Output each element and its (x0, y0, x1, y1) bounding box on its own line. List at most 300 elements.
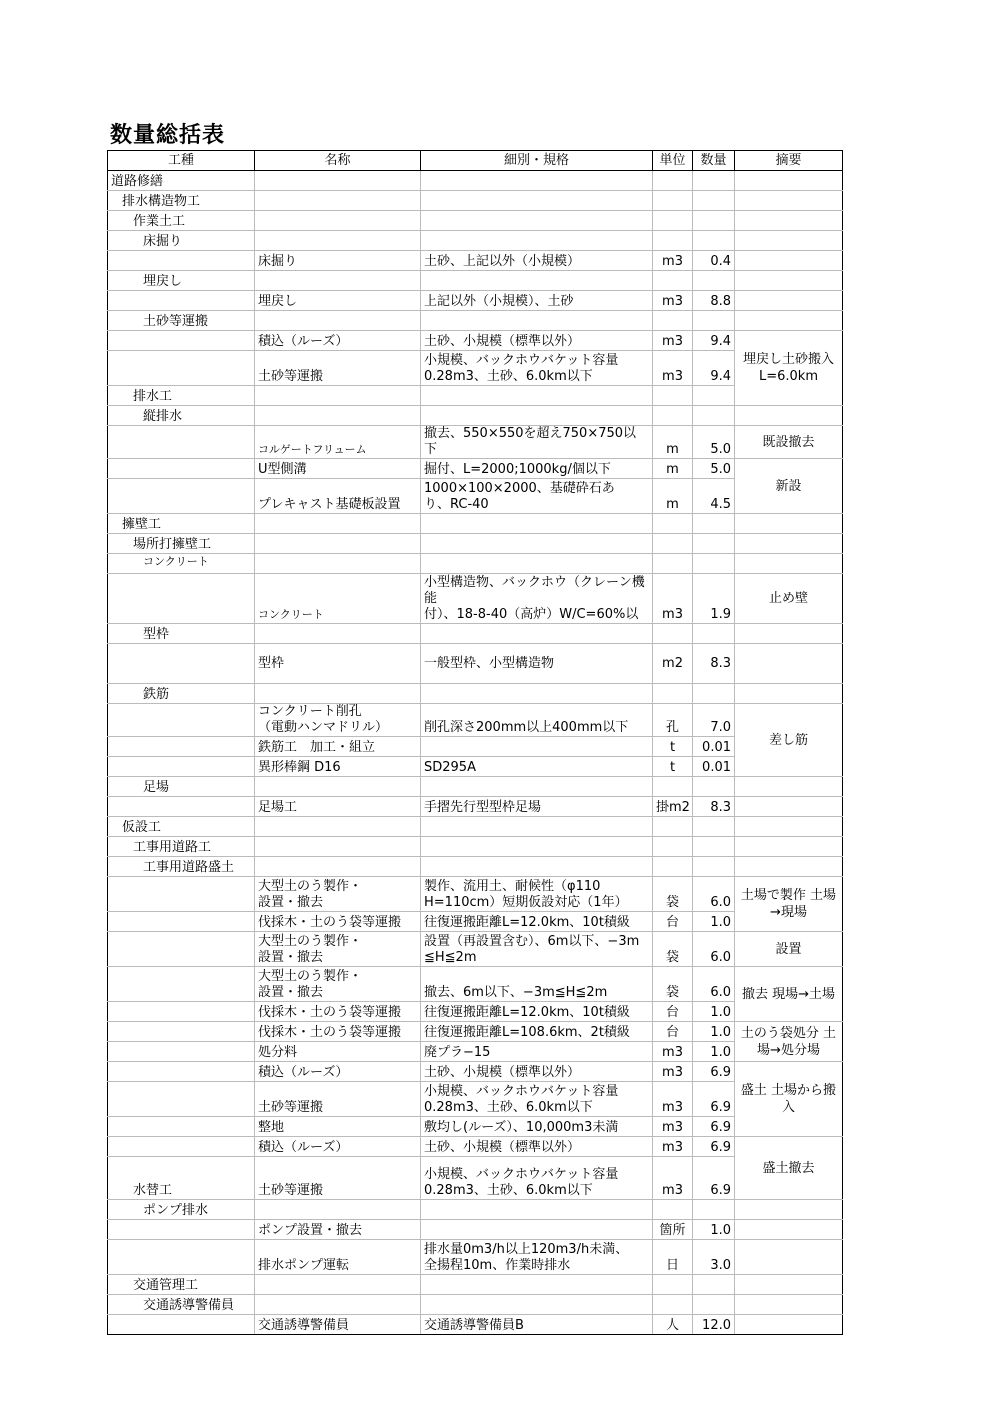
unit-cell (653, 311, 693, 331)
work-type-cell: 場所打擁壁工 (108, 534, 255, 554)
spec-cell (421, 406, 653, 426)
spec-cell (421, 837, 653, 857)
quantity-cell (693, 857, 735, 877)
remarks-cell (735, 311, 843, 331)
quantity-cell: 7.0 (693, 704, 735, 737)
spec-cell: 土砂、小規模（標準以外） (421, 1137, 653, 1157)
table-row (108, 514, 843, 534)
work-type-cell: 鉄筋 (108, 684, 255, 704)
quantity-cell: 1.0 (693, 1042, 735, 1062)
spec-cell: 撤去、6m以下、−3m≦H≦2m (421, 967, 653, 1002)
table-row (108, 1137, 843, 1157)
quantity-cell: 0.01 (693, 757, 735, 777)
spec-cell: 製作、流用土、耐候性（φ110 H=110cm）短期仮設対応（1年） (421, 877, 653, 912)
quantity-cell: 4.5 (693, 479, 735, 514)
remarks-cell (735, 1220, 843, 1240)
spec-cell (421, 311, 653, 331)
work-type-cell: 交通誘導警備員 (108, 1295, 255, 1315)
table-row (108, 644, 843, 684)
table-header-row (108, 151, 843, 171)
work-type-cell: 排水工 (108, 386, 255, 406)
spec-cell: 削孔深さ200mm以上400mm以下 (421, 704, 653, 737)
table-row (108, 1062, 843, 1082)
work-type-cell (108, 1315, 255, 1335)
spec-cell (421, 534, 653, 554)
unit-cell: m3 (653, 1062, 693, 1082)
name-cell (255, 624, 421, 644)
table-row (108, 271, 843, 291)
work-type-cell (108, 912, 255, 932)
remarks-cell: 盛土撤去 (735, 1137, 843, 1200)
work-type-cell: 土砂等運搬 (108, 311, 255, 331)
remarks-cell (735, 1275, 843, 1295)
work-type-cell: コンクリート (108, 554, 255, 574)
remarks-cell (735, 777, 843, 797)
name-cell (255, 386, 421, 406)
spec-cell: 撤去、550×550を超え750×750以下 (421, 426, 653, 459)
header-work-type: 工種 (108, 151, 255, 171)
quantity-cell: 6.0 (693, 967, 735, 1002)
work-type-cell (108, 1117, 255, 1137)
name-cell: 積込（ルーズ） (255, 1062, 421, 1082)
unit-cell: m2 (653, 644, 693, 684)
work-type-cell: ポンプ排水 (108, 1200, 255, 1220)
quantity-cell (693, 311, 735, 331)
unit-cell: t (653, 757, 693, 777)
table-row (108, 737, 843, 757)
remarks-cell: 設置 (735, 932, 843, 967)
unit-cell (653, 1200, 693, 1220)
work-type-cell: 型枠 (108, 624, 255, 644)
table-row (108, 1082, 843, 1117)
table-row (108, 406, 843, 426)
name-cell (255, 684, 421, 704)
name-cell: 埋戻し (255, 291, 421, 311)
table-row (108, 171, 843, 191)
table-row (108, 704, 843, 737)
name-cell (255, 777, 421, 797)
spec-cell (421, 1295, 653, 1315)
spec-cell (421, 1200, 653, 1220)
unit-cell: 孔 (653, 704, 693, 737)
quantity-cell (693, 271, 735, 291)
table-row (108, 912, 843, 932)
unit-cell (653, 406, 693, 426)
table-row (108, 554, 843, 574)
name-cell: 型枠 (255, 644, 421, 684)
unit-cell (653, 857, 693, 877)
table-row (108, 311, 843, 331)
quantity-cell: 6.9 (693, 1157, 735, 1200)
name-cell (255, 191, 421, 211)
work-type-cell (108, 1062, 255, 1082)
quantity-cell (693, 406, 735, 426)
unit-cell: m3 (653, 1082, 693, 1117)
work-type-cell: 足場 (108, 777, 255, 797)
quantity-cell (693, 231, 735, 251)
name-cell: 伐採木・土のう袋等運搬 (255, 1002, 421, 1022)
remarks-cell: 撤去 現場→土場 (735, 967, 843, 1022)
name-cell: 伐採木・土のう袋等運搬 (255, 1022, 421, 1042)
table-row (108, 817, 843, 837)
unit-cell: 箇所 (653, 1220, 693, 1240)
unit-cell: 袋 (653, 967, 693, 1002)
work-type-cell: 交通管理工 (108, 1275, 255, 1295)
work-type-cell (108, 877, 255, 912)
work-type-cell: 作業土工 (108, 211, 255, 231)
unit-cell: m3 (653, 1117, 693, 1137)
spec-cell: 掘付、L=2000;1000kg/個以下 (421, 459, 653, 479)
work-type-cell (108, 967, 255, 1002)
quantity-cell: 6.9 (693, 1117, 735, 1137)
table-row (108, 624, 843, 644)
unit-cell: m (653, 459, 693, 479)
remarks-cell (735, 624, 843, 644)
table-row (108, 291, 843, 311)
name-cell (255, 837, 421, 857)
spec-cell: 土砂、小規模（標準以外） (421, 1062, 653, 1082)
table-row (108, 1295, 843, 1315)
spec-cell (421, 211, 653, 231)
remarks-cell: 差し筋 (735, 704, 843, 777)
unit-cell (653, 231, 693, 251)
remarks-cell (735, 514, 843, 534)
quantity-cell (693, 684, 735, 704)
name-cell: 大型土のう製作・ 設置・撤去 (255, 932, 421, 967)
name-cell: 大型土のう製作・ 設置・撤去 (255, 877, 421, 912)
unit-cell: 台 (653, 912, 693, 932)
spec-cell: 1000×100×2000、基礎砕石あ り、RC-40 (421, 479, 653, 514)
quantity-cell (693, 514, 735, 534)
work-type-cell (108, 479, 255, 514)
remarks-cell (735, 171, 843, 191)
table-row (108, 331, 843, 351)
unit-cell (653, 624, 693, 644)
table-row (108, 1200, 843, 1220)
unit-cell (653, 684, 693, 704)
spec-cell: 土砂、小規模（標準以外） (421, 331, 653, 351)
spec-cell: 往復運搬距離L=108.6km、2t積級 (421, 1022, 653, 1042)
remarks-cell (735, 251, 843, 271)
unit-cell (653, 554, 693, 574)
quantity-cell: 9.4 (693, 351, 735, 386)
work-type-cell (108, 1240, 255, 1275)
remarks-cell: 土のう袋処分 土場→処分場 (735, 1022, 843, 1062)
remarks-cell (735, 291, 843, 311)
unit-cell: 掛m2 (653, 797, 693, 817)
name-cell: コンクリート削孔 （電動ハンマドリル） (255, 704, 421, 737)
work-type-cell (108, 1220, 255, 1240)
quantity-cell: 1.0 (693, 1022, 735, 1042)
unit-cell: m3 (653, 291, 693, 311)
quantity-summary-table (107, 150, 843, 1335)
table-row (108, 757, 843, 777)
table-row (108, 1240, 843, 1275)
spec-cell: 小型構造物、バックホウ（クレーン機能 付）、18-8-40（高炉）W/C=60%以 (421, 574, 653, 624)
work-type-cell: 擁壁工 (108, 514, 255, 534)
name-cell: 整地 (255, 1117, 421, 1137)
work-type-cell: 床掘り (108, 231, 255, 251)
work-type-cell (108, 757, 255, 777)
spec-cell (421, 386, 653, 406)
remarks-cell (735, 857, 843, 877)
name-cell: 処分料 (255, 1042, 421, 1062)
table-row (108, 1220, 843, 1240)
work-type-cell (108, 331, 255, 351)
quantity-cell: 12.0 (693, 1315, 735, 1335)
table-row (108, 1002, 843, 1022)
name-cell: 異形棒鋼 D16 (255, 757, 421, 777)
table-row (108, 386, 843, 406)
unit-cell: m3 (653, 1157, 693, 1200)
unit-cell: 袋 (653, 877, 693, 912)
unit-cell (653, 534, 693, 554)
work-type-cell: 工事用道路工 (108, 837, 255, 857)
name-cell: コルゲートフリューム (255, 426, 421, 459)
work-type-cell: 縦排水 (108, 406, 255, 426)
quantity-cell: 1.0 (693, 912, 735, 932)
unit-cell (653, 777, 693, 797)
quantity-cell: 6.9 (693, 1137, 735, 1157)
table-row (108, 211, 843, 231)
name-cell: 土砂等運搬 (255, 1157, 421, 1200)
work-type-cell: 仮設工 (108, 817, 255, 837)
name-cell: コンクリート (255, 574, 421, 624)
table-row (108, 1022, 843, 1042)
table-row (108, 231, 843, 251)
name-cell: 積込（ルーズ） (255, 331, 421, 351)
spec-cell: 手摺先行型型枠足場 (421, 797, 653, 817)
name-cell: 足場工 (255, 797, 421, 817)
spec-cell: 小規模、バックホウバケット容量 0.28m3、土砂、6.0km以下 (421, 1082, 653, 1117)
quantity-cell (693, 837, 735, 857)
name-cell (255, 534, 421, 554)
spec-cell: 土砂、上記以外（小規模） (421, 251, 653, 271)
name-cell: 鉄筋工 加工・組立 (255, 737, 421, 757)
header-remarks: 摘要 (735, 151, 843, 171)
header-unit: 単位 (653, 151, 693, 171)
spec-cell (421, 857, 653, 877)
quantity-cell: 0.01 (693, 737, 735, 757)
unit-cell: t (653, 737, 693, 757)
name-cell (255, 1295, 421, 1315)
quantity-cell (693, 777, 735, 797)
quantity-cell (693, 171, 735, 191)
name-cell (255, 857, 421, 877)
table-row (108, 967, 843, 1002)
name-cell (255, 554, 421, 574)
work-type-cell (108, 704, 255, 737)
spec-cell (421, 1275, 653, 1295)
remarks-cell (735, 817, 843, 837)
quantity-cell: 6.0 (693, 877, 735, 912)
work-type-cell: 工事用道路盛土 (108, 857, 255, 877)
table-row (108, 1315, 843, 1335)
work-type-cell (108, 737, 255, 757)
spec-cell: 小規模、バックホウバケット容量 0.28m3、土砂、6.0km以下 (421, 1157, 653, 1200)
header-spec: 細別・規格 (421, 151, 653, 171)
unit-cell: 台 (653, 1022, 693, 1042)
remarks-cell (735, 797, 843, 817)
spec-cell (421, 271, 653, 291)
work-type-cell (108, 932, 255, 967)
name-cell: 土砂等運搬 (255, 351, 421, 386)
remarks-cell: 新設 (735, 459, 843, 514)
unit-cell (653, 837, 693, 857)
table-row (108, 877, 843, 912)
quantity-cell (693, 534, 735, 554)
unit-cell (653, 171, 693, 191)
name-cell (255, 1275, 421, 1295)
name-cell: プレキャスト基礎板設置 (255, 479, 421, 514)
name-cell (255, 1200, 421, 1220)
remarks-cell: 既設撤去 (735, 426, 843, 459)
unit-cell: m3 (653, 331, 693, 351)
unit-cell: m3 (653, 251, 693, 271)
name-cell (255, 514, 421, 534)
name-cell (255, 817, 421, 837)
quantity-cell: 1.0 (693, 1002, 735, 1022)
quantity-cell (693, 1200, 735, 1220)
work-type-cell (108, 251, 255, 271)
quantity-cell (693, 1275, 735, 1295)
name-cell: 土砂等運搬 (255, 1082, 421, 1117)
unit-cell (653, 271, 693, 291)
work-type-cell (108, 797, 255, 817)
spec-cell (421, 514, 653, 534)
table-row (108, 1117, 843, 1137)
work-type-cell (108, 644, 255, 684)
name-cell: 積込（ルーズ） (255, 1137, 421, 1157)
unit-cell (653, 1295, 693, 1315)
name-cell: 排水ポンプ運転 (255, 1240, 421, 1275)
quantity-cell (693, 817, 735, 837)
table-row (108, 191, 843, 211)
remarks-cell (735, 1295, 843, 1315)
spec-cell: 設置（再設置含む）、6m以下、−3m ≦H≦2m (421, 932, 653, 967)
name-cell (255, 211, 421, 231)
remarks-cell (735, 684, 843, 704)
work-type-cell (108, 1022, 255, 1042)
spec-cell: SD295A (421, 757, 653, 777)
quantity-cell: 6.9 (693, 1082, 735, 1117)
spec-cell: 上記以外（小規模）、土砂 (421, 291, 653, 311)
unit-cell (653, 514, 693, 534)
remarks-cell: 盛土 土場から搬入 (735, 1062, 843, 1137)
table-row (108, 574, 843, 624)
header-quantity: 数量 (693, 151, 735, 171)
spec-cell: 往復運搬距離L=12.0km、10t積級 (421, 912, 653, 932)
quantity-cell: 1.0 (693, 1220, 735, 1240)
spec-cell (421, 817, 653, 837)
name-cell (255, 311, 421, 331)
quantity-cell: 5.0 (693, 426, 735, 459)
unit-cell (653, 1275, 693, 1295)
remarks-cell (735, 1240, 843, 1275)
remarks-cell (735, 554, 843, 574)
work-type-cell (108, 426, 255, 459)
table-row (108, 777, 843, 797)
spec-cell (421, 737, 653, 757)
work-type-cell (108, 1002, 255, 1022)
spec-cell: 交通誘導警備員B (421, 1315, 653, 1335)
unit-cell (653, 817, 693, 837)
quantity-cell: 6.9 (693, 1062, 735, 1082)
table-row (108, 351, 843, 386)
table-row (108, 1042, 843, 1062)
table-row (108, 459, 843, 479)
quantity-cell: 3.0 (693, 1240, 735, 1275)
name-cell: U型側溝 (255, 459, 421, 479)
work-type-cell: 埋戻し (108, 271, 255, 291)
table-row (108, 479, 843, 514)
spec-cell (421, 624, 653, 644)
spec-cell (421, 684, 653, 704)
spec-cell (421, 777, 653, 797)
table-row (108, 426, 843, 459)
unit-cell: m (653, 426, 693, 459)
work-type-cell (108, 1137, 255, 1157)
unit-cell: m3 (653, 1042, 693, 1062)
table-row (108, 1157, 843, 1200)
remarks-cell (735, 211, 843, 231)
quantity-cell: 6.0 (693, 932, 735, 967)
spec-cell: 小規模、バックホウバケット容量 0.28m3、土砂、6.0km以下 (421, 351, 653, 386)
work-type-cell (108, 1042, 255, 1062)
quantity-cell (693, 554, 735, 574)
name-cell (255, 231, 421, 251)
work-type-cell: 排水構造物工 (108, 191, 255, 211)
work-type-cell: 水替工 (108, 1157, 255, 1200)
name-cell: ポンプ設置・撤去 (255, 1220, 421, 1240)
name-cell: 大型土のう製作・ 設置・撤去 (255, 967, 421, 1002)
quantity-cell (693, 191, 735, 211)
remarks-cell (735, 534, 843, 554)
unit-cell (653, 211, 693, 231)
unit-cell: 日 (653, 1240, 693, 1275)
name-cell (255, 406, 421, 426)
work-type-cell (108, 351, 255, 386)
table-row (108, 251, 843, 271)
remarks-cell (735, 271, 843, 291)
unit-cell (653, 386, 693, 406)
quantity-cell: 5.0 (693, 459, 735, 479)
quantity-cell (693, 624, 735, 644)
unit-cell: m (653, 479, 693, 514)
remarks-cell: 止め壁 (735, 574, 843, 624)
unit-cell: 台 (653, 1002, 693, 1022)
name-cell (255, 171, 421, 191)
remarks-cell: 埋戻し土砂搬入 L=6.0km (735, 331, 843, 406)
header-name: 名称 (255, 151, 421, 171)
unit-cell (653, 191, 693, 211)
remarks-cell (735, 191, 843, 211)
spec-cell (421, 231, 653, 251)
quantity-cell: 0.4 (693, 251, 735, 271)
name-cell: 伐採木・土のう袋等運搬 (255, 912, 421, 932)
unit-cell: m3 (653, 1137, 693, 1157)
work-type-cell: 道路修繕 (108, 171, 255, 191)
spec-cell (421, 171, 653, 191)
quantity-cell: 8.3 (693, 644, 735, 684)
name-cell: 床掘り (255, 251, 421, 271)
spec-cell: 排水量0m3/h以上120m3/h未満、 全揚程10m、作業時排水 (421, 1240, 653, 1275)
spec-cell (421, 1220, 653, 1240)
unit-cell: 人 (653, 1315, 693, 1335)
remarks-cell (735, 644, 843, 684)
spec-cell: 一般型枠、小型構造物 (421, 644, 653, 684)
quantity-cell (693, 1295, 735, 1315)
